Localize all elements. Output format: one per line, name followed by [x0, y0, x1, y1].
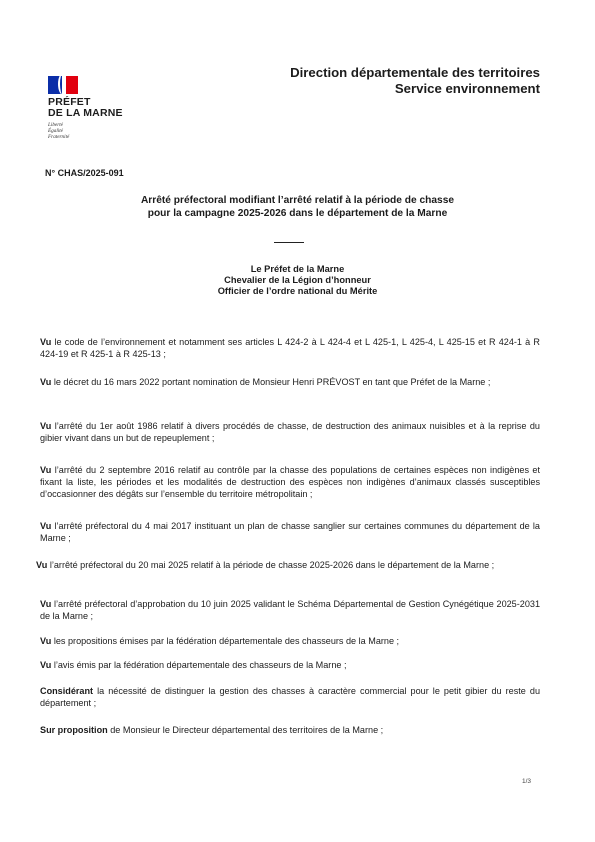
visa-paragraph — [40, 376, 540, 388]
service-title: Service environnement — [394, 81, 540, 96]
reference-number: N° CHAS/2025-091 — [45, 168, 124, 178]
visa-paragraph — [40, 659, 540, 671]
logo-line-2: DE LA MARNE — [48, 107, 123, 119]
visa-lead: Vu — [40, 465, 52, 475]
marianne-flag-icon — [48, 76, 78, 94]
proposition-text: de Monsieur le Directeur départemental des territoires de la Marne ; — [110, 725, 384, 735]
visa-text: l’arrêté préfectoral d’approbation du 10 juin 2025 validant le Schéma Départemental de Gestion Cynégétique 2025-2031 de la Marne ; — [40, 599, 540, 622]
proposition-paragraph — [40, 724, 540, 736]
considerant-paragraph — [40, 685, 540, 709]
motto-fraternite: Fraternité — [48, 134, 70, 140]
considerant-text: la nécessité de distinguer la gestion des chasses à caractère commercial pour le petit gibier du reste du département ; — [40, 686, 540, 709]
proposition-lead: Sur proposition — [40, 725, 108, 735]
visa-lead: Vu — [40, 636, 52, 646]
visa-paragraph — [40, 336, 540, 360]
logo-name — [48, 97, 138, 119]
visa-paragraph — [40, 520, 540, 544]
decree-title — [60, 194, 535, 220]
visa-text: l’arrêté préfectoral du 4 mai 2017 instituant un plan de chasse sanglier sur certaines communes du département de la Marne ; — [40, 521, 540, 544]
prefecture-logo — [48, 76, 138, 140]
visa-paragraph — [40, 635, 540, 647]
visa-lead: Vu — [40, 521, 52, 531]
separator-rule — [274, 242, 304, 243]
prefet-block — [60, 264, 535, 298]
visa-text: le code de l’environnement et notamment ses articles L 424-2 à L 424-4 et L 425-1, L 425-4, L 425-15 et R 424-1 à R 424-19 et R 425-1 à R 425-13 ; — [40, 337, 540, 360]
prefet-title: Le Préfet de la Marne — [250, 264, 345, 274]
visa-lead: Vu — [40, 377, 52, 387]
considerant-lead: Considérant — [40, 686, 94, 696]
issuing-service — [290, 65, 540, 97]
logo-motto — [48, 122, 138, 140]
visa-paragraph — [40, 598, 540, 622]
visa-paragraph — [40, 464, 540, 501]
visa-lead: Vu — [40, 599, 52, 609]
motto-egalite: Égalité — [48, 128, 63, 134]
prefet-honour-1: Chevalier de la Légion d’honneur — [224, 275, 371, 286]
visa-text: l’arrêté du 1er août 1986 relatif à divers procédés de chasse, de destruction des animaux nuisibles et à la reprise du gibier vivant dans un but de repeuplement ; — [40, 421, 540, 444]
visa-text: l’arrêté du 2 septembre 2016 relatif au contrôle par la chasse des populations de certaines espèces non indigènes et fixant la liste, les périodes et les modalités de destruction des espèces non indigènes d’animaux classés susceptibles d’occasionner des dégâts sur l’ensemble du territoire métropolitain ; — [40, 465, 541, 500]
visa-text: l’avis émis par la fédération départementale des chasseurs de la Marne ; — [53, 660, 347, 670]
visa-paragraph — [36, 559, 540, 571]
page-number: 1/3 — [522, 778, 532, 785]
motto-liberte: Liberté — [48, 122, 63, 128]
visa-lead: Vu — [36, 560, 48, 570]
logo-line-1: PRÉFET — [48, 96, 91, 108]
visa-lead: Vu — [40, 660, 52, 670]
decree-title-line-2: pour la campagne 2025-2026 dans le département de la Marne — [147, 208, 448, 219]
direction-title: Direction départementale des territoires — [290, 65, 540, 80]
visa-lead: Vu — [40, 337, 52, 347]
decree-title-line-1: Arrêté préfectoral modifiant l’arrêté relatif à la période de chasse — [140, 195, 455, 206]
visa-paragraph — [40, 420, 540, 444]
prefet-honour-2: Officier de l’ordre national du Mérite — [217, 286, 378, 297]
visa-text: les propositions émises par la fédération départementale des chasseurs de la Marne ; — [53, 636, 400, 646]
visa-lead: Vu — [40, 421, 52, 431]
visa-text: le décret du 16 mars 2022 portant nomination de Monsieur Henri PRÉVOST en tant que Préfet de la Marne ; — [53, 377, 491, 387]
visa-text: l’arrêté préfectoral du 20 mai 2025 relatif à la période de chasse 2025-2026 dans le département de la Marne ; — [49, 560, 495, 570]
